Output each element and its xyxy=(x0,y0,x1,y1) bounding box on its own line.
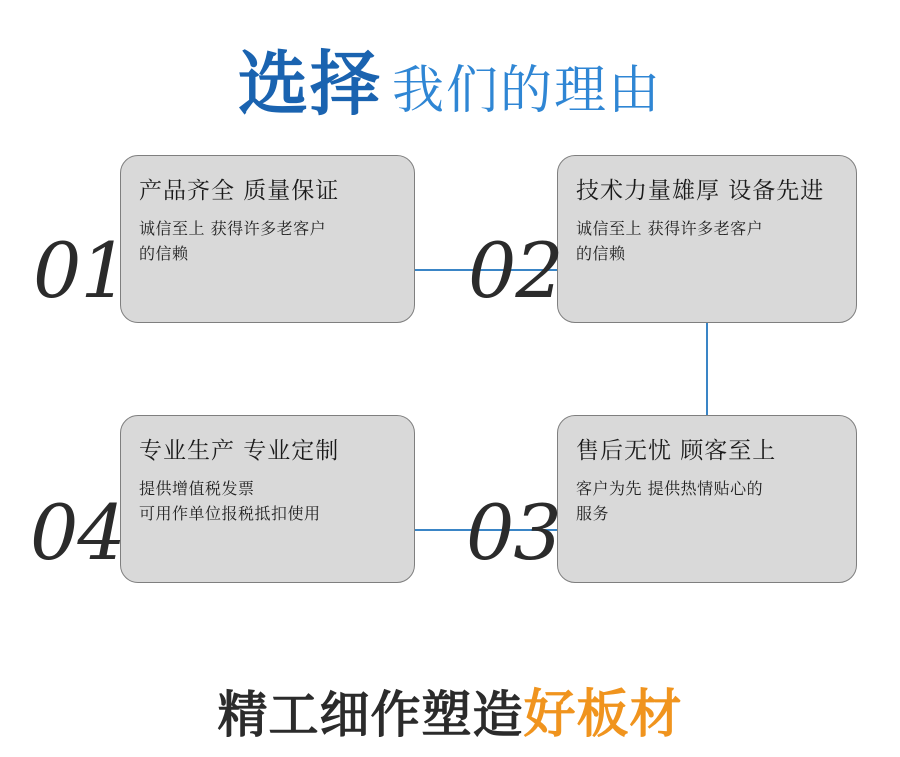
reason-card-02-line-1: 诚信至上 获得许多老客户 xyxy=(576,219,764,238)
reason-card-03-title: 售后无忧 顾客至上 xyxy=(576,438,777,464)
reason-card-02-body xyxy=(576,217,838,267)
reason-card-04-line-1: 提供增值税发票 xyxy=(139,479,255,498)
reason-card-04-title: 专业生产 专业定制 xyxy=(139,438,340,464)
step-number-01: 01 xyxy=(33,226,128,315)
reason-card-04-line-2: 可用作单位报税抵扣使用 xyxy=(139,503,321,523)
reason-card-03-line-2: 服务 xyxy=(576,503,610,523)
footer-slogan xyxy=(0,672,900,747)
page-title-light: 我们的理由 xyxy=(391,61,662,121)
footer-slogan-dark: 精工细作塑造 xyxy=(217,686,524,744)
reason-card-04 xyxy=(120,415,415,583)
reason-card-02 xyxy=(557,155,857,323)
reason-card-04-body xyxy=(139,477,396,527)
reason-card-01-line-2: 的信赖 xyxy=(139,243,189,263)
reason-card-02-line-2: 的信赖 xyxy=(576,243,626,263)
reason-card-01 xyxy=(120,155,415,323)
reason-card-01-title: 产品齐全 质量保证 xyxy=(139,178,340,204)
reason-card-03-line-1: 客户为先 提供热情贴心的 xyxy=(576,479,764,498)
reason-card-03-body xyxy=(576,477,838,527)
reason-card-02-title: 技术力量雄厚 设备先进 xyxy=(576,178,825,204)
reason-card-01-body xyxy=(139,217,396,267)
page-title-strong: 选择 xyxy=(237,43,382,125)
reason-card-03 xyxy=(557,415,857,583)
footer-slogan-accent: 好板材 xyxy=(523,685,683,745)
step-number-03: 03 xyxy=(466,488,561,577)
reason-card-01-line-1: 诚信至上 获得许多老客户 xyxy=(139,219,327,238)
step-number-02: 02 xyxy=(468,226,563,315)
step-number-04: 04 xyxy=(30,488,125,577)
